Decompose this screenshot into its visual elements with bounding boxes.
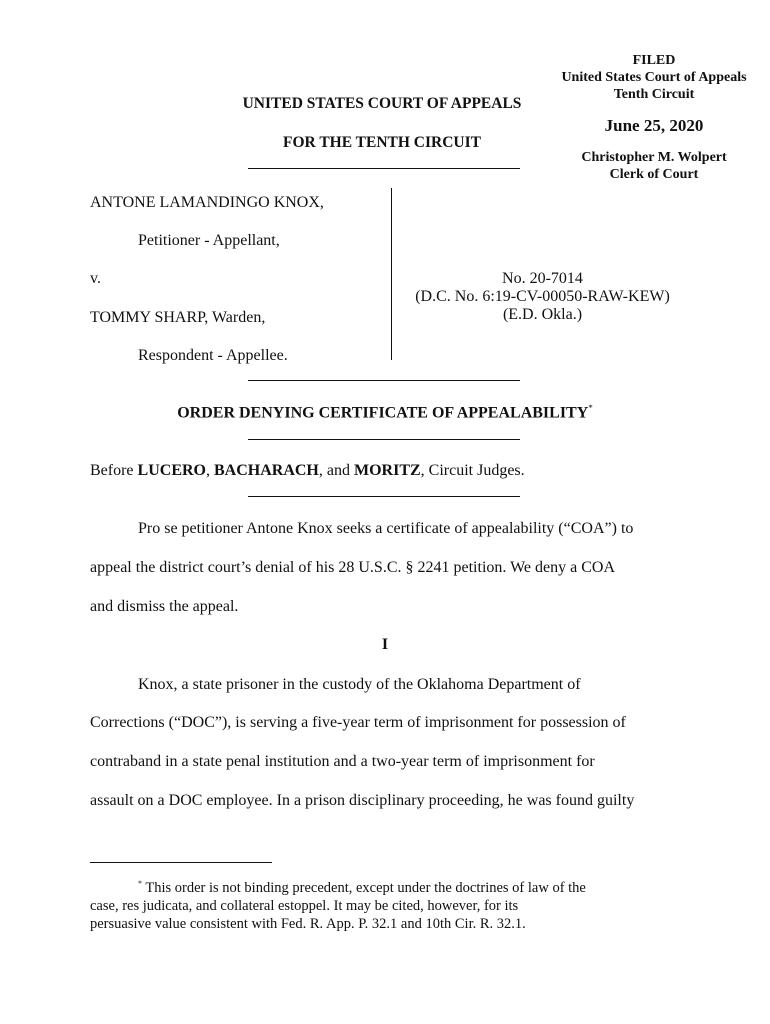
section-heading-1: I [381,636,389,653]
caption-rule [248,380,520,381]
order-title-footnote-marker: * [588,403,593,413]
paragraph-2-line-4: assault on a DOC employee. In a prison disciplinary proceeding, he was found guilty [90,792,635,809]
filed-date: June 25, 2020 [604,116,704,135]
judge-lucero: LUCERO [137,462,206,479]
panel-sep-2: , and [318,462,354,479]
petitioner-role: Petitioner - Appellant, [138,232,280,249]
footnote [90,875,690,933]
filed-stamp [548,52,760,183]
footnote-line-2: case, res judicata, and collateral estoppel. It may be cited, however, for its [90,897,519,914]
judge-moritz: MORITZ [353,462,421,479]
heading-rule [248,168,520,169]
panel-line [90,462,525,480]
district-case-number: (D.C. No. 6:19-CV-00050-RAW-KEW) [415,288,670,305]
caption-divider [391,188,392,360]
filed-court: United States Court of Appeals [561,70,747,85]
order-title-text: ORDER DENYING CERTIFICATE OF APPEALABILITY [177,404,589,422]
footnote-line-1-text: This order is not binding precedent, except under the doctrines of law of the [142,879,586,896]
panel-rule [248,496,520,497]
respondent-name: TOMMY SHARP, Warden, [90,309,266,326]
footnote-line-3: persuasive value consistent with Fed. R. App. P. 32.1 and 10th Cir. R. 32.1. [90,915,526,932]
paragraph-2-line-1: Knox, a state prisoner in the custody of the Oklahoma Department of [138,676,581,693]
clerk-title: Clerk of Court [609,167,699,182]
respondent-role: Respondent - Appellee. [138,347,288,364]
paragraph-1-line-2: appeal the district court’s denial of his 28 U.S.C. § 2241 petition. We deny a COA [90,559,615,576]
paragraph-1-line-3: and dismiss the appeal. [90,598,239,615]
paragraph-2-line-3: contraband in a state penal institution and a two-year term of imprisonment for [90,753,595,770]
judge-bacharach: BACHARACH [213,462,319,479]
case-number: No. 20-7014 [502,270,583,287]
docket-info [405,270,680,324]
paragraph-1-line-1: Pro se petitioner Antone Knox seeks a certificate of appealability (“COA”) to [138,520,634,537]
paragraph-2-line-2: Corrections (“DOC”), is serving a five-year term of imprisonment for possession of [90,714,626,731]
footnote-line-1 [90,875,690,897]
panel-prefix: Before [90,462,138,479]
filed-label: FILED [632,53,676,68]
order-title-rule [248,439,520,440]
footnote-marker: * [138,879,142,888]
court-name: UNITED STATES COURT OF APPEALS [242,95,522,112]
petitioner-name: ANTONE LAMANDINGO KNOX, [90,194,324,211]
footnote-rule [90,862,272,863]
filed-circuit: Tenth Circuit [613,87,695,102]
order-title [90,403,680,422]
court-circuit: FOR THE TENTH CIRCUIT [283,134,481,151]
panel-sep-1: , [205,462,214,479]
versus: v. [90,270,101,287]
district-court: (E.D. Okla.) [502,306,583,323]
clerk-name: Christopher M. Wolpert [581,150,727,165]
panel-suffix: , Circuit Judges. [420,462,525,479]
